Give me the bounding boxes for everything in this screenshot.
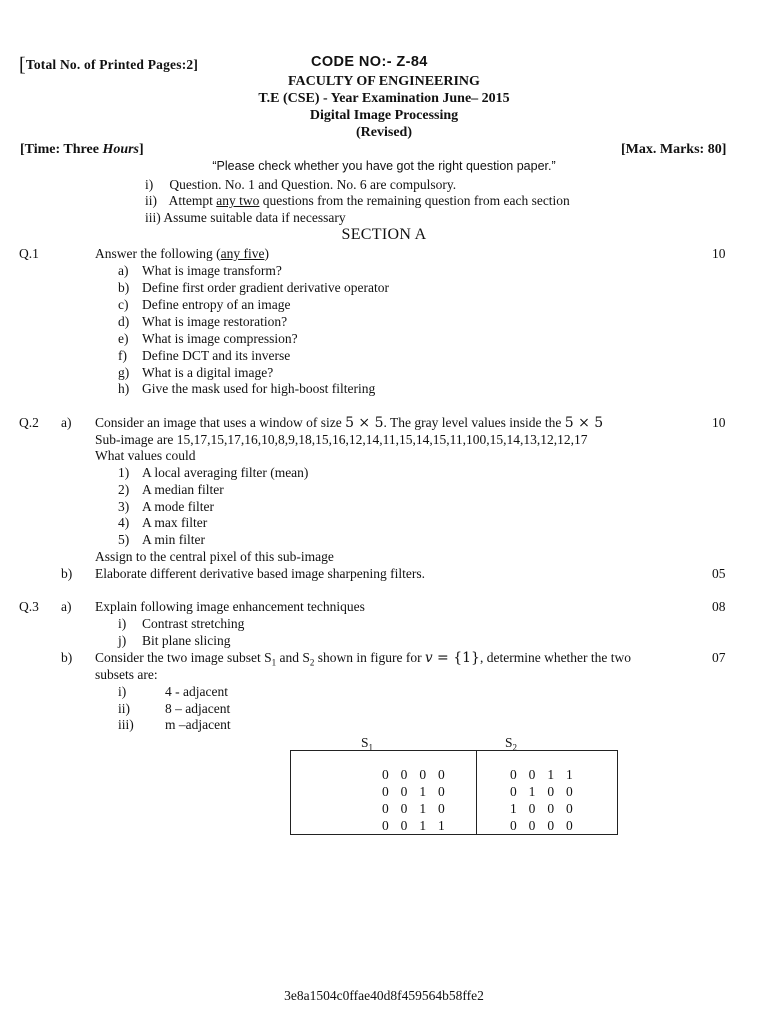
q2-part-a-line2: Sub-image are 15,17,15,17,16,10,8,9,18,15,16,12,14,11,15,14,15,11,100,15,14,13,12,12,17 xyxy=(95,432,588,447)
matrix-cell: 0 xyxy=(400,818,408,833)
matrix-cell: 0 xyxy=(528,801,536,816)
subset-figure-divider xyxy=(476,750,477,835)
matrix-cell: 0 xyxy=(509,767,517,782)
check-paper-note: “Please check whether you have got the right question paper.” xyxy=(212,159,556,173)
instruction-3: iii) Assume suitable data if necessary xyxy=(145,210,346,225)
s2-matrix xyxy=(504,766,579,834)
list-item: iii) m –adjacent xyxy=(118,717,231,732)
q3-part-a-text: Explain following image enhancement techniques xyxy=(95,599,365,614)
list-item: f) Define DCT and its inverse xyxy=(118,348,291,363)
matrix-cell: 0 xyxy=(438,801,445,816)
list-item: g) What is a digital image? xyxy=(118,365,274,380)
list-item: i) Contrast stretching xyxy=(118,616,245,631)
q2-part-a-marks: 10 xyxy=(712,415,726,430)
matrix-cell: 0 xyxy=(547,818,555,833)
matrix-cell: 0 xyxy=(381,818,389,833)
faculty-title: FACULTY OF ENGINEERING xyxy=(288,74,480,89)
instruction-2: ii) Attempt any two questions from the remaining question from each section xyxy=(145,193,570,208)
q3-part-a-label: a) xyxy=(61,599,72,614)
list-item: 3) A mode filter xyxy=(118,499,214,514)
s1-label: $S_1$ xyxy=(361,735,374,753)
matrix-cell: 1 xyxy=(547,767,555,782)
matrix-cell: 0 xyxy=(566,818,573,833)
matrix-cell: 0 xyxy=(547,784,555,799)
matrix-cell: 1 xyxy=(419,784,427,799)
instruction-1: i) Question. No. 1 and Question. No. 6 are compulsory. xyxy=(145,177,457,192)
list-item: 1) A local averaging filter (mean) xyxy=(118,465,309,480)
list-item: 5) A min filter xyxy=(118,532,205,547)
matrix-cell: 0 xyxy=(400,784,408,799)
list-item: b) Define first order gradient derivative operator xyxy=(118,280,390,295)
matrix-cell: 0 xyxy=(566,784,573,799)
matrix-cell: 1 xyxy=(509,801,517,816)
list-item: 4) A max filter xyxy=(118,515,208,530)
q2-part-a-line3: What values could xyxy=(95,448,196,463)
q3-part-b-label: b) xyxy=(61,650,73,665)
matrix-cell: 0 xyxy=(566,801,573,816)
matrix-cell: 1 xyxy=(419,801,427,816)
matrix-cell: 0 xyxy=(400,801,408,816)
list-item: 2) A median filter xyxy=(118,482,224,497)
q3-part-b-line2: subsets are: xyxy=(95,667,158,682)
paper-code: CODE NO:- Z-84 xyxy=(311,54,428,70)
total-pages-line: [Total No. of Printed Pages:2] xyxy=(19,54,199,76)
q1-marks: 10 xyxy=(712,246,726,261)
matrix-cell: 0 xyxy=(547,801,555,816)
q2-part-b-label: b) xyxy=(61,566,73,581)
matrix-cell: 1 xyxy=(438,818,445,833)
matrix-row xyxy=(376,800,451,817)
matrix-cell: 1 xyxy=(419,818,427,833)
matrix-row xyxy=(504,800,579,817)
q1-prompt: Answer the following (any five) xyxy=(95,246,269,261)
matrix-row xyxy=(504,783,579,800)
revised-label: (Revised) xyxy=(356,125,412,140)
q2-part-b-marks: 05 xyxy=(712,566,726,581)
list-item: i) 4 - adjacent xyxy=(118,684,228,699)
exam-title: T.E (CSE) - Year Examination June– 2015 xyxy=(258,91,510,106)
matrix-row xyxy=(376,766,451,783)
q2-assign-text: Assign to the central pixel of this sub-image xyxy=(95,549,334,564)
matrix-cell: 0 xyxy=(381,767,389,782)
max-marks: [Max. Marks: 80] xyxy=(621,142,727,157)
matrix-cell: 0 xyxy=(381,801,389,816)
matrix-row xyxy=(504,766,579,783)
list-item: a) What is image transform? xyxy=(118,263,282,278)
matrix-cell: 0 xyxy=(419,767,427,782)
q2-part-b-text: Elaborate different derivative based image sharpening filters. xyxy=(95,566,425,581)
matrix-row xyxy=(504,817,579,834)
time-line: [Time: Three Hours] xyxy=(20,142,144,157)
s1-matrix xyxy=(376,766,451,834)
q3-number: Q.3 xyxy=(19,599,39,614)
list-item: e) What is image compression? xyxy=(118,331,298,346)
q3-part-b-line1: Consider the two image subset $S_1$ and $S_2$ shown in figure for v = {1}, determine whether the two xyxy=(95,650,632,668)
matrix-cell: 0 xyxy=(528,818,536,833)
list-item: ii) 8 – adjacent xyxy=(118,701,231,716)
q1-number: Q.1 xyxy=(19,246,39,261)
section-title: SECTION A xyxy=(341,226,427,243)
s2-label: $S_2$ xyxy=(505,735,518,753)
footer-hash: 3e8a1504c0ffae40d8f459564b58ffe2 xyxy=(284,988,484,1003)
matrix-cell: 0 xyxy=(438,767,445,782)
matrix-cell: 0 xyxy=(509,818,517,833)
list-item: h) Give the mask used for high-boost filtering xyxy=(118,381,376,396)
matrix-cell: 0 xyxy=(381,784,389,799)
list-item: c) Define entropy of an image xyxy=(118,297,291,312)
matrix-row xyxy=(376,817,451,834)
matrix-cell: 0 xyxy=(400,767,408,782)
q3-part-a-marks: 08 xyxy=(712,599,726,614)
matrix-cell: 1 xyxy=(566,767,573,782)
q2-part-a-label: a) xyxy=(61,415,72,430)
q3-part-b-marks: 07 xyxy=(712,650,726,665)
matrix-cell: 0 xyxy=(438,784,445,799)
matrix-cell: 0 xyxy=(528,767,536,782)
matrix-cell: 0 xyxy=(509,784,517,799)
subject-title: Digital Image Processing xyxy=(309,108,459,123)
list-item: j) Bit plane slicing xyxy=(118,633,231,648)
q2-number: Q.2 xyxy=(19,415,39,430)
matrix-row xyxy=(376,783,451,800)
q2-part-a-line1: Consider an image that uses a window of size 5 × 5. The gray level values inside the 5 × 5 xyxy=(95,415,604,431)
list-item: d) What is image restoration? xyxy=(118,314,288,329)
matrix-cell: 1 xyxy=(528,784,536,799)
